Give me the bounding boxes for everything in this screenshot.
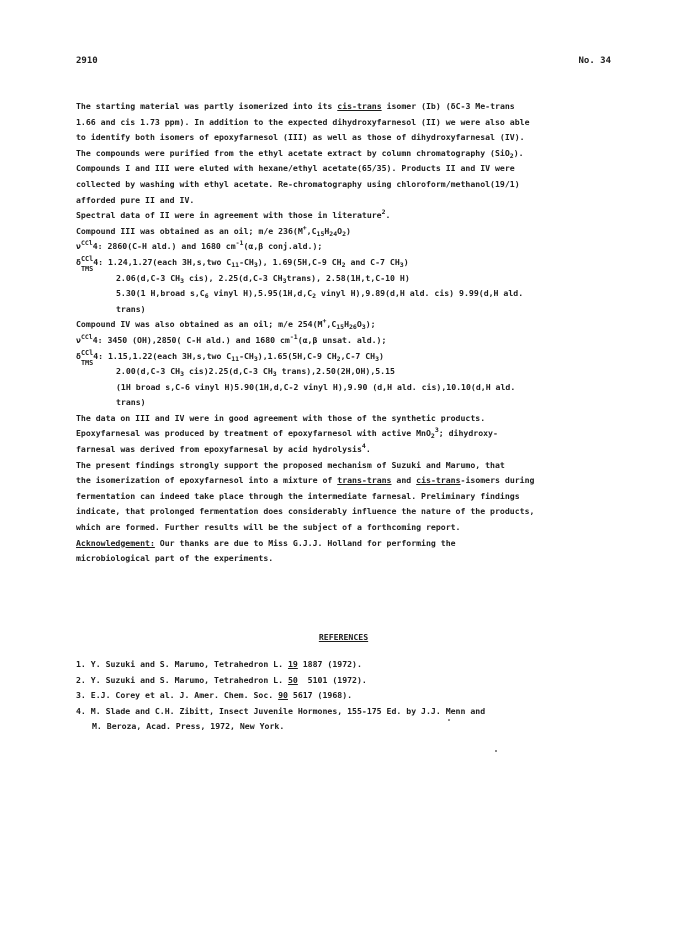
text-run: H — [324, 225, 330, 236]
underlined-text: Acknowledgement: — [76, 537, 155, 548]
text-line — [76, 177, 616, 193]
text-line — [76, 161, 616, 177]
subscript: TMS — [80, 264, 94, 273]
subscript: 2 — [312, 292, 317, 301]
subscript: 2 — [509, 151, 514, 160]
text-run: 3. E.J. Corey et al. J. Amer. Chem. Soc. — [76, 690, 279, 701]
issue-number: No. 34 — [578, 56, 611, 66]
text-line — [76, 520, 616, 536]
subscript: 26 — [349, 323, 357, 332]
subscript: 2 — [430, 432, 435, 441]
text-line — [76, 504, 616, 520]
text-run: 1887 (1972). — [297, 659, 362, 669]
subscript: 3 — [272, 370, 277, 379]
text-run: 1.66 and cis 1.73 ppm). In addition to the expected dihydroxyfarnesol (II) we were also able — [76, 116, 530, 127]
text-run: which are formed. Further results will be the subject of a forthcoming report. — [76, 522, 461, 533]
text-run: Spectral data of II were in agreement with those in literature — [76, 210, 382, 221]
references-list — [76, 657, 616, 735]
reference-item — [76, 657, 616, 673]
underlined-text: cis-trans — [416, 475, 461, 486]
text-run: 4: 3450 (OH),2850( C-H ald.) and 1680 cm — [92, 334, 290, 345]
underlined-text: 19 — [287, 659, 298, 669]
text-run: Epoxyfarnesal was produced by treatment of epoxyfarnesol with active MnO — [76, 428, 431, 439]
text-run: ν — [76, 241, 81, 252]
subscript: 3 — [375, 354, 380, 363]
subscript: 6 — [204, 292, 209, 301]
text-run: (α,β conj.ald.); — [243, 241, 323, 252]
text-line — [76, 302, 616, 318]
text-run: 2.06(d,C-3 CH — [116, 272, 181, 283]
superscript: + — [302, 223, 307, 232]
text-line — [76, 255, 616, 271]
text-run: isomer (Ib) (δC-3 Me-trans — [381, 101, 515, 111]
text-run: trans), 2.58(1H,t,C-10 H) — [286, 272, 410, 283]
text-line — [76, 395, 616, 411]
text-run: ,C — [326, 319, 337, 330]
text-run: ). — [513, 147, 524, 158]
text-run: cis)2.25(d,C-3 CH — [184, 366, 273, 377]
subscript: TMS — [80, 358, 94, 367]
subscript: 2 — [342, 229, 346, 238]
text-run: -isomers during — [460, 475, 535, 486]
references-heading: REFERENCES — [318, 632, 369, 642]
reference-item — [76, 688, 616, 704]
text-line — [76, 271, 616, 287]
text-run: and — [391, 475, 417, 486]
subscript: 3 — [253, 260, 258, 269]
subscript: 24 — [329, 229, 338, 238]
underlined-text: 50 — [287, 674, 298, 685]
text-line — [76, 286, 616, 302]
subscript: 3 — [282, 276, 287, 285]
page-number: 2910 — [76, 56, 98, 66]
text-run: trans),2.50(2H,OH),5.15 — [276, 366, 395, 377]
text-run: O — [337, 225, 343, 236]
text-run: Compounds I and III were eluted with hexane/ethyl acetate(65/35). Products II and IV were — [76, 163, 515, 174]
underlined-text: trans-trans — [337, 475, 392, 486]
text-run: 4: 2860(C-H ald.) and 1680 cm — [92, 241, 236, 252]
text-run: the isomerization of epoxyfarnesol into a mixture of — [76, 475, 338, 486]
solvent-reference — [81, 255, 93, 271]
text-run: ; dihydroxy- — [438, 428, 498, 439]
text-line — [76, 224, 616, 240]
underlined-text: cis-trans — [337, 101, 382, 111]
text-line — [76, 380, 616, 396]
superscript: + — [322, 317, 327, 326]
superscript: CCl — [80, 254, 94, 263]
text-line — [76, 130, 616, 146]
solvent-reference — [81, 349, 93, 365]
text-line — [76, 99, 616, 115]
superscript: -1 — [289, 332, 298, 341]
subscript: 11 — [231, 354, 240, 363]
text-run: 2.00(d,C-3 CH — [116, 366, 181, 377]
text-run: fermentation can indeed take place through the intermediate farnesal. Preliminary findings — [76, 490, 520, 501]
subscript: 2 — [336, 354, 341, 363]
text-run: ) — [345, 225, 351, 236]
text-run: The compounds were purified from the ethyl acetate extract by column chromatography (SiO — [76, 147, 510, 158]
superscript: 3 — [434, 426, 439, 435]
text-run: O — [356, 319, 362, 330]
text-run: vinyl H),5.95(1H,d,C — [208, 288, 313, 299]
text-run: 5.30(1 H,broad s,C — [116, 288, 205, 299]
text-run: collected by washing with ethyl acetate. Re-chromatography using chloroform/methanol(19/1) — [76, 178, 520, 189]
text-run: M. Beroza, Acad. Press, 1972, New York. — [92, 721, 285, 732]
text-run: farnesal was derived from epoxyfarnesal by acid hydrolysis — [76, 444, 362, 455]
subscript: 3 — [399, 260, 404, 269]
text-run: ) — [403, 256, 409, 267]
text-line — [76, 536, 616, 552]
text-run: ν — [76, 334, 81, 345]
reference-item — [76, 719, 616, 735]
text-line — [76, 489, 616, 505]
text-run: δ — [76, 350, 81, 361]
superscript: -1 — [235, 239, 244, 248]
text-run: to identify both isomers of epoxyfarnesol (III) as well as those of dihydroxyfarnesal (IV). — [76, 132, 525, 143]
text-line — [76, 208, 616, 224]
text-run: 4: 1.24,1.27(each 3H,s,two C — [93, 256, 232, 267]
superscript: CCl — [80, 239, 93, 248]
text-line — [76, 551, 616, 567]
subscript: 3 — [253, 354, 258, 363]
subscript: 15 — [336, 323, 345, 332]
reference-item — [76, 673, 616, 689]
subscript: 3 — [180, 370, 185, 379]
subscript: 3 — [180, 276, 185, 285]
text-run: ,C-7 CH — [340, 350, 376, 361]
text-run: 4. M. Slade and C.H. Zibitt, Insect Juvenile Hormones, 155-175 Ed. by J.J. Menn and — [76, 705, 486, 716]
text-run: The present findings strongly support the proposed mechanism of Suzuki and Marumo, that — [76, 459, 505, 470]
text-run: -CH — [239, 256, 254, 267]
text-line — [76, 115, 616, 131]
text-line — [76, 426, 616, 442]
text-run: H — [344, 319, 350, 330]
text-line — [76, 411, 616, 427]
text-run: . — [365, 444, 371, 455]
text-run: ); — [365, 319, 376, 330]
text-run: δ — [76, 256, 81, 267]
subscript: 15 — [316, 229, 325, 238]
text-run: -CH — [239, 350, 254, 361]
superscript: 4 — [361, 442, 366, 451]
text-run: and C-7 CH — [345, 256, 400, 267]
text-run: 5617 (1968). — [287, 690, 353, 701]
text-run: ,C — [306, 225, 317, 236]
subscript: 11 — [231, 260, 240, 269]
text-line — [76, 349, 616, 365]
scan-speck — [495, 750, 497, 752]
text-run: Compound IV was also obtained as an oil; m/e 254(M — [76, 319, 323, 330]
text-run: trans) — [116, 397, 146, 408]
scan-speck — [448, 719, 450, 721]
text-line — [76, 333, 616, 349]
reference-item — [76, 704, 616, 720]
text-run: . — [385, 210, 391, 221]
text-run: (α,β unsat. ald.); — [297, 334, 387, 345]
text-run: The starting material was partly isomerized into its — [76, 101, 338, 111]
text-run: 1. Y. Suzuki and S. Marumo, Tetrahedron L. — [76, 659, 288, 669]
text-run: indicate, that prolonged fermentation does considerably influence the nature of the products, — [76, 506, 535, 517]
text-line — [76, 473, 616, 489]
text-run: afforded pure II and IV. — [76, 194, 195, 205]
superscript: CCl — [80, 348, 94, 357]
text-run: Compound III was obtained as an oil; m/e 236(M — [76, 225, 303, 236]
text-run: Our thanks are due to Miss G.J.J. Holland for performing the — [154, 537, 456, 548]
text-run: (1H broad s,C-6 vinyl H)5.90(1H,d,C-2 vinyl H),9.90 (d,H ald. cis),10.10(d,H ald. — [116, 381, 516, 392]
text-line — [76, 364, 616, 380]
text-run: cis), 2.25(d,C-3 CH — [184, 272, 283, 283]
underlined-text: 90 — [278, 690, 288, 701]
text-run: vinyl H),9.89(d,H ald. cis) 9.99(d,H ald. — [316, 288, 524, 299]
text-run: 4: 1.15,1.22(each 3H,s,two C — [93, 350, 232, 361]
text-line — [76, 146, 616, 162]
article-body — [76, 99, 616, 567]
text-line — [76, 442, 616, 458]
text-line — [76, 458, 616, 474]
text-run: The data on III and IV were in good agreement with those of the synthetic products. — [76, 412, 486, 423]
text-line — [76, 317, 616, 333]
subscript: 2 — [341, 260, 346, 269]
subscript: 3 — [361, 323, 366, 332]
text-run: microbiological part of the experiments. — [76, 553, 274, 564]
superscript: CCl — [80, 332, 93, 341]
text-run: 2. Y. Suzuki and S. Marumo, Tetrahedron L. — [76, 674, 288, 685]
text-run: ) — [379, 350, 384, 361]
superscript: 2 — [381, 208, 386, 217]
text-run: trans) — [116, 303, 146, 314]
text-line — [76, 193, 616, 209]
text-run: ),1.65(5H,C-9 CH — [257, 350, 337, 361]
text-run: ), 1.69(5H,C-9 CH — [257, 256, 342, 267]
text-line — [76, 239, 616, 255]
text-run: 5101 (1972). — [297, 674, 367, 685]
